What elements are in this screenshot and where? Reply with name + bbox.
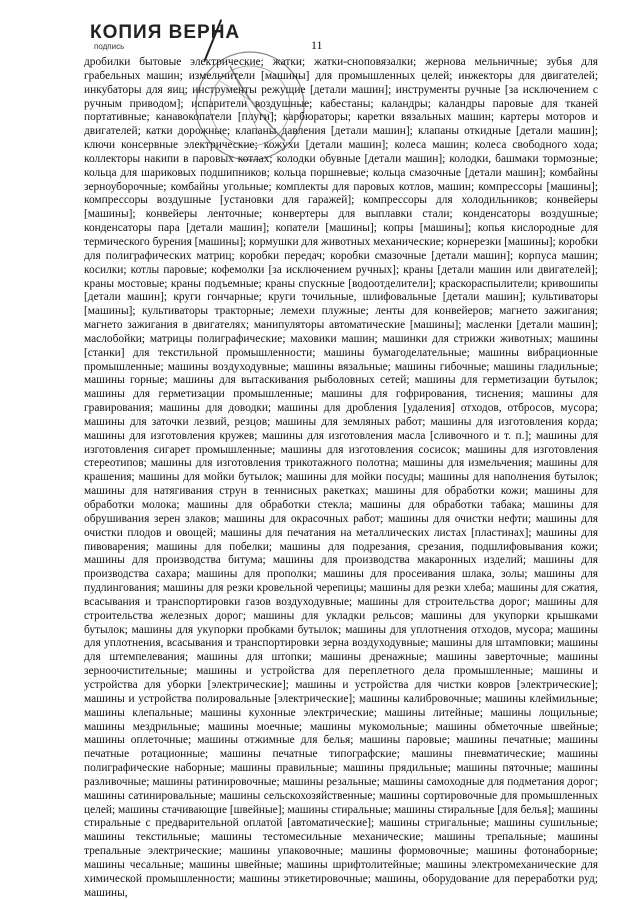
body-text: дробилки бытовые электрические; жатки; жатки-сноповязалки; жернова мельничные; зубья для грабельных машин; измельчители [машины] для промышленных целей; инжекторы для двигателей; инкубаторы для яиц; инструменты режущие [детали машин]; инструменты ручные [за исключением с ручным приводом]; испарители воздушные; кабестаны; каландры; каландры паровые для тканей портативные; канавокопатели [плуги]; карбюраторы; каретки вязальных машин; картеры моторов и двигателей; катки дорожные; клапаны давления [детали машин]; клапаны откидные [детали машин]; ключи консервные электрические; кожухи [детали машин]; колеса машин; колеса свободного хода; коллекторы накипи в паровых котлах; колодки обувные [детали машин]; колодки, башмаки тормозные; кольца для шариковых подшипников; кольца поршневые; кольца смазочные [детали машин]; комбайны зерноуборочные; комбайны угольные; комплекты для паровых котлов, машин; компрессоры [машины]; компрессоры воздушные [установки для гаражей]; компрессоры для холодильников; конвейеры [машины]; конвейеры ленточные; конвертеры для выплавки стали; конденсаторы воздушные; конденсаторы пара [детали машин]; копатели [машины]; копры [машины]; копья кислородные для термического бурения [машины]; кормушки для животных механические; корнерезки [машины]; коробки для полиграфических матриц; коробки передач; коробки смазочные [детали машин]; корпуса машин; косилки; котлы паровые; кофемолки [за исключением ручных]; краны [детали машин или двигателей]; краны мостовые; краны подъемные; краны спускные [водоотделители]; краскораспылители; кривошипы [детали машин]; круги гончарные; круги точильные, шлифовальные [детали машин]; культиваторы [машины]; культиваторы тракторные; лемехи плужные; ленты для конвейеров; магнето зажигания; магнето зажигания в двигателях; манипуляторы автоматические [машины]; масленки [детали машин]; маслобойки; матрицы полиграфические; маховики машин; машинки для стрижки животных; машины [станки] для текстильной промышленности; машины бумагоделательные; машины вибрационные промышленные; машины воздуходувные; машины вязальные; машины гибочные; машины гладильные; машины горные; машины для вытаскивания рыболовных сетей; машины для герметизации бутылок; машины для герметизации промышленные; машины для гофрирования, тиснения; машины для гравирования; машины для доводки; машины для дробления [удаления] отходов, отбросов, мусора; машины для заточки лезвий, резцов; машины для земляных работ; машины для изготовления корда; машины для изготовления кружев; машины для изготовления масла [сливочного и т. п.]; машины для изготовления сигарет промышленные; машины для изготовления сосисок; машины для изготовления стереотипов; машины для изготовления трикотажного полотна; машины для измельчения; машины для крашения; машины для мойки бутылок; машины для мойки посуды; машины для наполнения бутылок; машины для натягивания струн в теннисных ракетках; машины для обработки кожи; машины для обработки молока; машины для обработки стекла; машины для обработки табака; машины для обрушивания зерен злаков; машины для окрасочных работ; машины для очистки нефти; машины для очистки плодов и овощей; машины для печатания на металлических листах [пластинах]; машины для пивоварения; машины для побелки; машины для подрезания, срезания, подшлифовывания кожи; машины для производства битума; машины для производства макаронных изделий; машины для производства сахара; машины для прополки; машины для просеивания шлака, золы; машины для пудлингования; машины для резки кровельной черепицы; машины для резки хлеба; машины для сжатия, всасывания и транспортировки газов воздуходувные; машины для строительства дорог; машины для строительства железных дорог; машины для укладки рельсов; машины для укупорки крышками бутылок; машины для укупорки пробками бутылок; машины для уплотнения отходов, мусора; машины для уплотнения, всасывания и транспортировки зерна воздуходувные; машины для штамповки; машины для штемпелевания; машины для штопки; машины дренажные; машины заверточные; машины зерноочистительные; машины и устройства для переплетного дела промышленные; машины и устройства для уборки [электрические]; машины и устройства для чистки ковров [электрические]; машины и устройства полировальные [электрические]; машины калибровочные; машины клеймильные; машины клепальные; машины кухонные электрические; машины литейные; машины лощильные; машины мездрильные; машины моечные; машины мукомольные; машины обметочные швейные; машины оплеточные; машины отжимные для белья; машины паровые; машины печатные; машины печатные ротационные; машины печатные типографские; машины пневматические; машины полиграфические наборные; машины правильные; машины прядильные; машины пяточные; машины разливочные; машины ратинировочные; машины резальные; машины самоходные для подметания дорог; машины сатинировальные; машины сельскохозяйственные; машины сортировочные для промышленных целей; машины стачивающие [швейные]; машины стиральные; машины стиральные [для белья]; машины стиральные с предварительной оплатой [автоматические]; машины стригальные; машины сушильные; машины текстильные; машины тестомесильные механические; машины трепальные; машины трепальные электрические; машины упаковочные; машины формовочные; машины фотонаборные; машины чесальные; машины швейные; машины шрифтолитейные; машины электромеханические для химической промышленности; машины этикетировочные; машины, оборудование для переработки руд; машины, bbox=[84, 56, 598, 899]
stamp-title: КОПИЯ ВЕРНА bbox=[90, 22, 241, 43]
page-number: 11 bbox=[311, 38, 323, 52]
stamp-signature-label: подпись bbox=[94, 42, 125, 51]
